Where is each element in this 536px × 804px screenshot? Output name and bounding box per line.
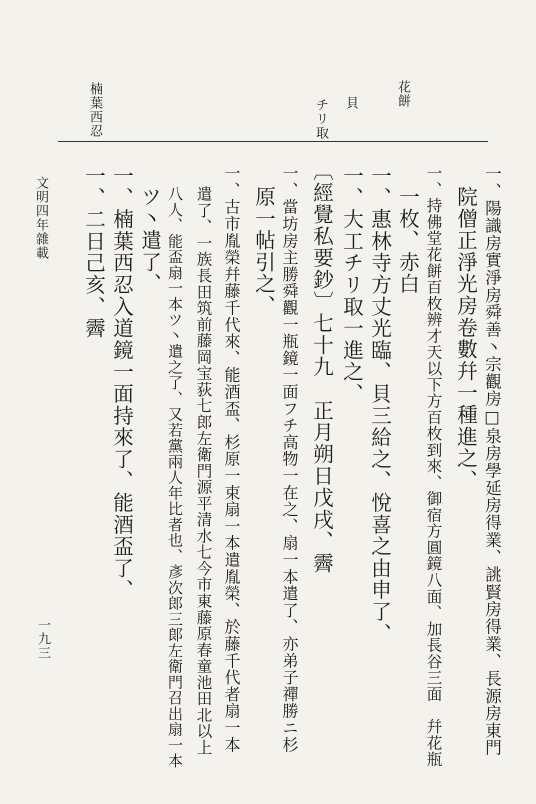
text-line-8: 一、當坊房主勝舜觀一瓶鏡一面フチ高物一在之、扇一本遣了、亦弟子禪勝ニ杉 (280, 165, 299, 753)
header-note-chiritori: チリ取 (313, 98, 328, 140)
text-line-7: 〔經覺私要鈔〕七十九 正月朔日戊戌、霽 (309, 160, 334, 575)
text-line-15: 一、二日己亥、霽 (81, 165, 106, 340)
text-line-1: 一、陽識房實淨房舜善丶宗觀房□泉房學延房得業、誂賢房得業、長源房東門 (482, 165, 502, 757)
running-header: 文明四年雜載 (33, 176, 48, 260)
text-line-13: ツ丶遣了、 (137, 186, 162, 295)
text-line-6: 一、大工チリ取一進之、 (339, 165, 364, 405)
text-line-9: 原一帖引之、 (251, 186, 276, 317)
text-line-12: 八人、能盃扇一本ツ丶遣之了、又若黨兩人年比者也、彥次郎三郞左衛門召出扇一本 (166, 186, 184, 769)
header-rule (58, 141, 488, 142)
text-line-11: 遣了、一族長田筑前藤岡宝荻七郎左衛門源平清水七今市東藤原春童池田北以上 (194, 186, 213, 756)
text-line-4: 一枚、赤白 (395, 186, 420, 295)
text-line-5: 一、惠林寺方丈光臨、貝三給之、悅喜之由申了、 (367, 165, 392, 645)
header-note-kai: 貝 (343, 96, 358, 110)
page-number: 一九三 (35, 618, 50, 660)
text-line-2: 院僧正淨光房卷數幷一種進之、 (453, 186, 478, 492)
text-line-3: 一、持佛堂花餅百枚辨才天以下方百枚到來、御宿方圓鏡八面、加長谷三面 幷花瓶 (424, 165, 443, 768)
header-note-kusuba: 楠葉西忍 (87, 82, 102, 138)
header-note-hanamochi: 花餅 (395, 80, 410, 108)
text-line-10: 一、古市胤榮幷藤千代來、能酒盃、杉原一束扇一本遣胤榮、於藤千代者扇一本 (222, 165, 241, 753)
text-line-14: 一、楠葉西忍入道鏡一面持來了、能酒盃了、 (109, 165, 134, 601)
